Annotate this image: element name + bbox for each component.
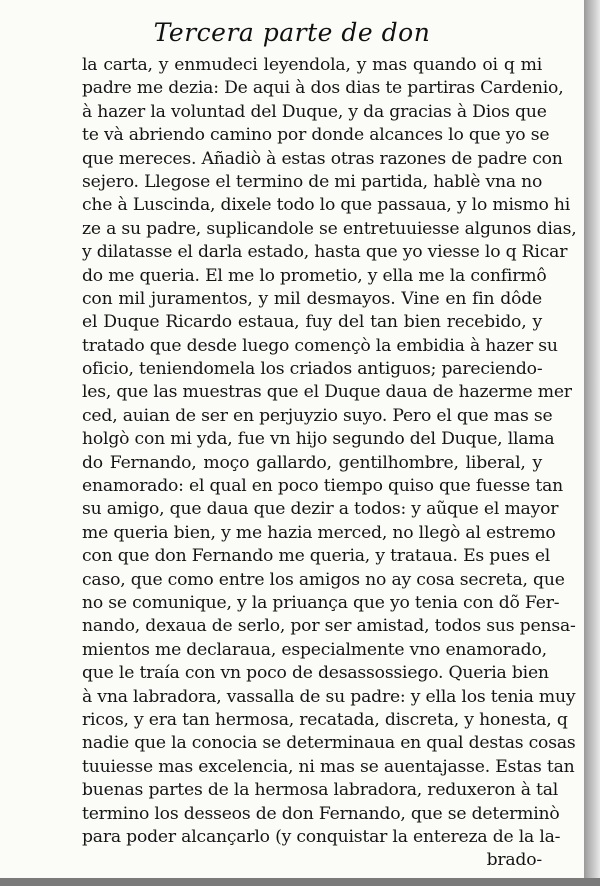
running-head: Tercera parte de don [153, 18, 431, 47]
text-line: para poder alcançarlo (y conquistar la entereza de la la- [82, 826, 561, 847]
text-line: ze a su padre, suplicandole se entretuuiesse algunos dias, [82, 218, 577, 239]
text-line: holgò con mi yda, fue vn hijo segundo del Duque, llama [82, 429, 555, 450]
text-line: caso, que como entre los amigos no ay cosa secreta, que [82, 569, 565, 590]
text-line: su amigo, que daua que dezir a todos: y aũque el mayor [82, 499, 559, 520]
text-line: tuuiesse mas excelencia, ni mas se auentajasse. Estas tan [82, 756, 575, 777]
text-line: enamorado: el qual en poco tiempo quiso que fuesse tan [82, 476, 563, 497]
text-line: con que don Fernando me queria, y trataua. Es pues el [82, 546, 551, 567]
text-line: el Duque Ricardo estaua, fuy del tan bien recebido, y [82, 312, 542, 333]
text-line: ced, auian de ser en perjuyzio suyo. Pero el que mas se [82, 405, 553, 426]
page-edge-shadow [584, 0, 600, 886]
text-line: que le traía con vn poco de desassossiego. Queria bien [82, 663, 549, 684]
text-line: la carta, y enmudeci leyendola, y mas quando oi q mi [82, 55, 542, 75]
text-line: nando, dexaua de serlo, por ser amistad, todos sus pensa- [82, 616, 576, 637]
text-line: te và abriendo camino por donde alcances lo que yo se [82, 125, 550, 146]
text-line: tratado que desde luego començò la embidia à hazer su [82, 335, 558, 356]
text-line: que mereces. Añadiò à estas otras razones de padre con [82, 148, 563, 169]
text-line: brado- [486, 850, 542, 871]
text-line: do Fernando, moço gallardo, gentilhombre, liberal, y [82, 452, 542, 473]
text-line: les, que las muestras que el Duque daua de hazerme mer [82, 382, 572, 403]
text-line: ricos, y era tan hermosa, recatada, discreta, y honesta, q [82, 709, 568, 730]
text-line: padre me dezia: De aqui à dos dias te partiras Cardenio, [82, 78, 564, 99]
text-line: nadie que la conocia se determinaua en qual destas cosas [82, 733, 576, 754]
text-line: me queria bien, y me hazia merced, no llegò al estremo [82, 522, 556, 543]
text-line: termino los desseos de don Fernando, que se determinò [82, 803, 560, 824]
text-line: con mil juramentos, y mil desmayos. Vine en fin dôde [82, 288, 542, 309]
scan-bottom-edge [0, 878, 600, 886]
text-line: do me queria. El me lo prometio, y ella me la confirmô [82, 265, 547, 286]
text-line: à hazer la voluntad del Duque, y da gracias à Dios que [82, 101, 547, 122]
text-line: y dilatasse el darla estado, hasta que yo viesse lo q Ricar [82, 242, 568, 263]
text-line: che à Luscinda, dixele todo lo que passaua, y lo mismo hi [82, 195, 571, 216]
text-line: à vna labradora, vassalla de su padre: y ella los tenia muy [82, 686, 576, 707]
body-text [82, 54, 577, 873]
text-line: buenas partes de la hermosa labradora, reduxeron à tal [82, 780, 559, 801]
text-line: no se comunique, y la priuança que yo tenia con dõ Fer- [82, 592, 560, 613]
text-line: oficio, teniendomela los criados antiguos; pareciendo- [82, 359, 543, 380]
text-line: mientos me declaraua, especialmente vno enamorado, [82, 639, 547, 660]
text-line: sejero. Llegose el termino de mi partida, hablè vna no [82, 171, 543, 192]
